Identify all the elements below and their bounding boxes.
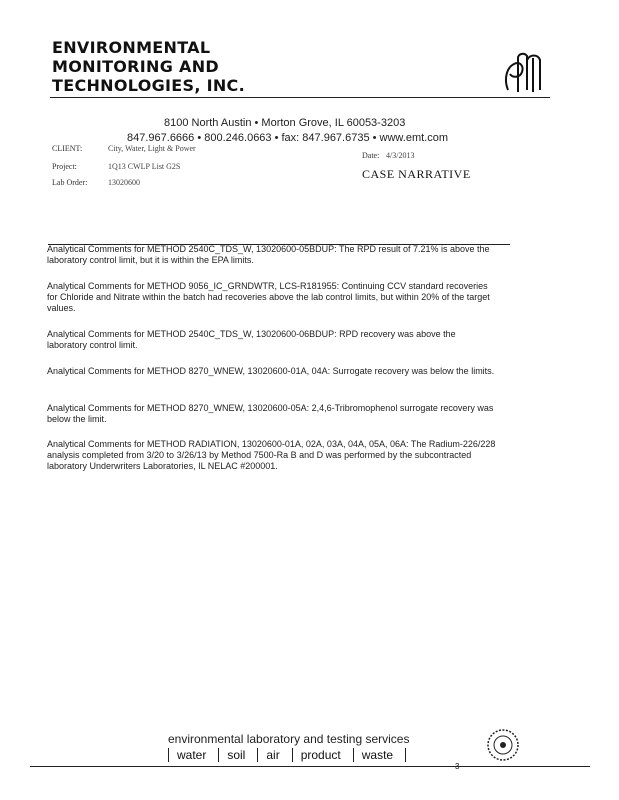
header-rule [50, 97, 550, 98]
comment-5: Analytical Comments for METHOD 8270_WNEW, 13020600-05A: 2,4,6-Tribromophenol surrogate recovery was below the limit. [47, 403, 494, 424]
page-title: CASE NARRATIVE [362, 167, 471, 181]
client-label: CLIENT: [52, 144, 83, 153]
footer-rule [30, 766, 590, 767]
lab-order-value: 13020600 [108, 178, 140, 187]
date-value: 4/3/2013 [386, 151, 415, 160]
address-line: 8100 North Austin • Morton Grove, IL 60053-3203 [164, 117, 406, 129]
emt-logo-icon [500, 50, 550, 100]
comment-3: Analytical Comments for METHOD 2540C_TDS_W, 13020600-06BDUP: RPD recovery was above the laboratory control limit. [47, 329, 456, 350]
service-water: water [168, 748, 218, 762]
comment-2: Analytical Comments for METHOD 9056_IC_GRNDWTR, LCS-R181955: Continuing CCV standard recoveries for Chloride and Nitrate within the batch had recoveries above the lab control limits, but within 20% of the target values. [47, 281, 490, 313]
service-product: product [292, 748, 353, 762]
comment-1: Analytical Comments for METHOD 2540C_TDS_W, 13020600-05BDUP: The RPD result of 7.21% is above the laboratory control limit, but it is within the EPA limits. [47, 244, 490, 265]
project-value: 1Q13 CWLP List G2S [108, 162, 181, 171]
client-value: City, Water, Light & Power [108, 144, 196, 153]
company-name-line-3: TECHNOLOGIES, INC. [52, 76, 245, 95]
service-air: air [257, 748, 291, 762]
company-name [52, 38, 352, 95]
lab-order-label: Lab Order: [52, 178, 88, 187]
services-bar [168, 748, 406, 762]
date-label: Date: [362, 151, 380, 160]
service-soil: soil [218, 748, 257, 762]
footer-tagline: environmental laboratory and testing services [168, 732, 410, 746]
company-name-line-1: ENVIRONMENTAL [52, 38, 211, 57]
comment-6: Analytical Comments for METHOD RADIATION, 13020600-01A, 02A, 03A, 04A, 05A, 06A: The Radium-226/228 analysis completed from 3/20 to 3/26/13 by Method 7500-Ra B and D was performed by the subcontracted laboratory Underwriters Laboratories, IL NELAC #200001. [47, 439, 496, 471]
contact-line: 847.967.6666 • 800.246.0663 • fax: 847.967.6735 • www.emt.com [127, 132, 448, 144]
company-name-line-2: MONITORING AND [52, 57, 220, 76]
nelac-seal-icon [486, 728, 520, 762]
comment-4: Analytical Comments for METHOD 8270_WNEW, 13020600-01A, 04A: Surrogate recovery was below the limits. [47, 366, 495, 376]
service-waste: waste [353, 748, 406, 762]
project-label: Project: [52, 162, 77, 171]
